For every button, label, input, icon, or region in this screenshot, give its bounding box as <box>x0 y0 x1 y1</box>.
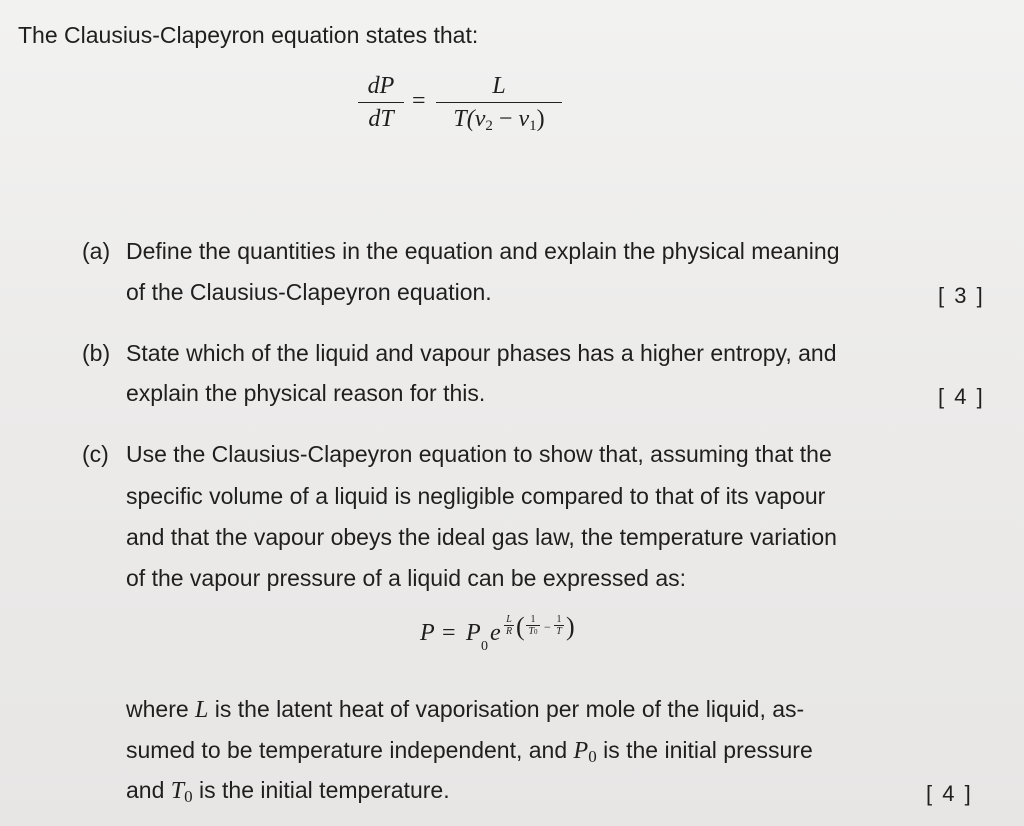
part-c-line3: and that the vapour obeys the ideal gas law, the temperature variation <box>126 524 837 550</box>
lhs-fraction <box>358 72 404 133</box>
part-a-label: (a) <box>82 238 111 264</box>
eq-P: P <box>420 620 435 646</box>
part-b-line2: explain the physical reason for this. <box>126 380 486 406</box>
part-a-line1: Define the quantities in the equation and explain the physical meaning <box>126 238 840 264</box>
exp-fraction-1-over-T0: 1 T0 <box>526 614 540 638</box>
intro-text: The Clausius-Clapeyron equation states that: <box>18 22 479 48</box>
where-line2: sumed to be temperature independent, and $P_0$ is the initial pressure <box>126 737 813 766</box>
exp-fraction-1-over-T: 1 T <box>554 614 564 637</box>
where-line3: and $T_0$ is the initial temperature. <box>126 777 450 806</box>
exp-close-paren: ) <box>566 612 575 641</box>
eq-P0: P <box>466 620 481 646</box>
part-b-label: (b) <box>82 340 111 366</box>
part-c-line1: Use the Clausius-Clapeyron equation to show that, assuming that the <box>126 441 832 467</box>
part-c-marks: [ 4 ] <box>926 781 973 806</box>
eq-equals: = <box>442 620 456 646</box>
equals-sign: = <box>412 88 426 114</box>
part-c-line4: of the vapour pressure of a liquid can be expressed as: <box>126 565 687 591</box>
eq-e: e <box>490 620 501 646</box>
vapour-pressure-equation <box>420 612 620 662</box>
lhs-denominator: dT <box>368 106 394 132</box>
rhs-numerator: L <box>492 73 506 99</box>
part-a-line2: of the Clausius-Clapeyron equation. <box>126 279 492 305</box>
exp-open-paren: ( <box>516 612 525 641</box>
exp-fraction-L-over-R: L R <box>505 614 513 637</box>
eq-P0-sub: 0 <box>481 639 488 654</box>
rhs-denominator: $T(v_2 - v_1)$ <box>453 106 545 134</box>
part-b-marks: [ 4 ] <box>938 384 985 409</box>
where-line1: where L is the latent heat of vaporisation per mole of the liquid, as- <box>126 696 805 723</box>
lhs-numerator: dP <box>367 73 395 99</box>
clausius-clapeyron-equation <box>358 72 588 142</box>
part-c-label: (c) <box>82 441 109 467</box>
part-a-marks: [ 3 ] <box>938 283 985 308</box>
rhs-fraction <box>436 72 562 133</box>
exp-minus: − <box>544 620 551 634</box>
part-b-line1: State which of the liquid and vapour phases has a higher entropy, and <box>126 340 837 366</box>
part-c-line2: specific volume of a liquid is negligible compared to that of its vapour <box>126 483 826 509</box>
